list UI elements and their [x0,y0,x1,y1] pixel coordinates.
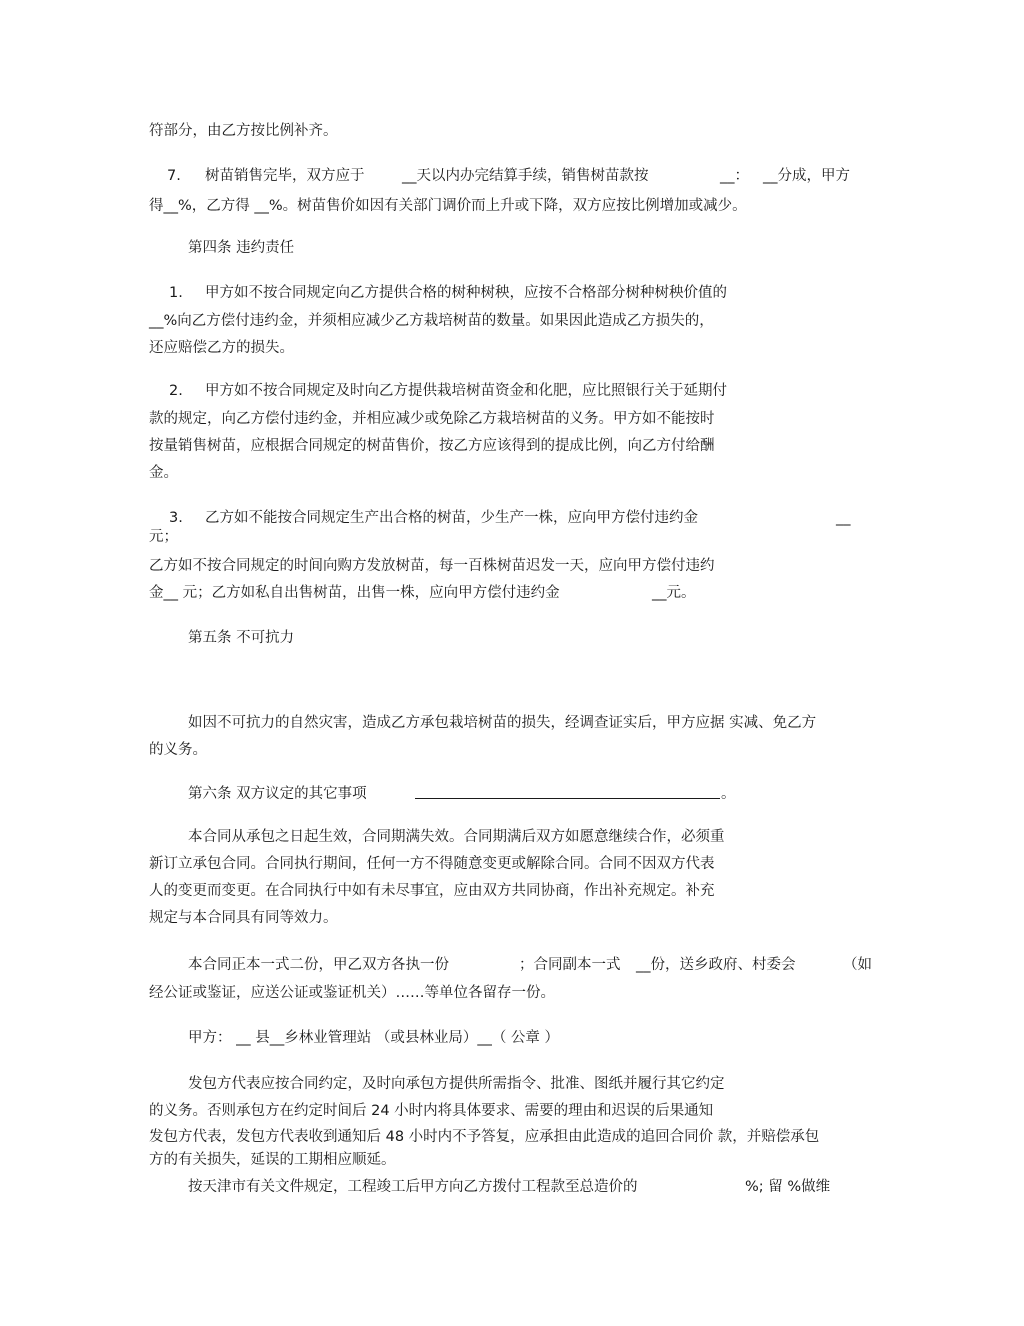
text-line: 得__%，乙方得 __%。树苗售价如因有关部门调价而上升或下降，双方应按比例增加或减少。 [149,198,747,214]
text-line: 的义务。 [149,742,207,758]
text-line: 发包方代表应按合同约定，及时向承包方提供所需指令、批准、图纸并履行其它约定 [188,1076,725,1092]
text-segment: ；合同副本一式 [519,957,621,973]
item-number: 7. [167,168,181,184]
item-number: 3. [169,510,183,526]
article-heading: 第五条 不可抗力 [188,630,295,646]
text-line: 金。 [149,465,178,481]
text-line: __%向乙方偿付违约金，并须相应减少乙方栽培树苗的数量。如果因此造成乙方损失的， [149,313,714,329]
item-number: 2. [169,383,183,399]
text-segment: 树苗销售完毕，双方应于 [205,168,365,184]
text-segment: __： [720,168,749,184]
text-line: 乙方如不按合同规定的时间向购方发放树苗，每一百株树苗迟发一天，应向甲方偿付违约 [149,558,715,574]
text-segment: __分成，甲方 [763,168,850,184]
text-line: 经公证或鉴证，应送公证或鉴证机关）……等单位各留存一份。 [149,985,555,1001]
text-segment: __天以内办完结算手续，销售树苗款按 [402,168,649,184]
text-line: 方的有关损失，延误的工期相应顺延。 [149,1152,396,1168]
signature-line: 甲方： __ 县__乡林业管理站 （或县林业局）__（ 公章 ） [188,1030,560,1046]
text-segment: 按天津市有关文件规定，工程竣工后甲方向乙方拨付工程款至总造价的 [188,1179,638,1195]
text-segment: 乙方如不能按合同规定生产出合格的树苗，少生产一株，应向甲方偿付违约金 [205,510,698,526]
text-line: 如因不可抗力的自然灾害，造成乙方承包栽培树苗的损失，经调查证实后，甲方应据 实减、免乙方 [188,715,817,731]
text-segment: 金__ 元；乙方如私自出售树苗，出售一株，应向甲方偿付违约金 [149,585,560,601]
text-line: 发包方代表，发包方代表收到通知后 48 小时内不予答复，应承担由此造成的追回合同价 款，并赔偿承包 [149,1129,820,1145]
text-line: 符部分，由乙方按比例补齐。 [149,123,338,139]
article-heading: 第六条 双方议定的其它事项 [188,786,367,802]
text-segment: __ [836,510,851,526]
text-line: 款的规定，向乙方偿付违约金，并相应减少或免除乙方栽培树苗的义务。甲方如不能按时 [149,411,715,427]
article-heading: 第四条 违约责任 [188,240,295,256]
text-segment: （如 [843,957,872,973]
text-line: 本合同从承包之日起生效，合同期满失效。合同期满后双方如愿意继续合作，必须重 [188,829,725,845]
text-segment: 。 [721,786,736,802]
fill-in-blank [415,784,720,805]
text-line: 按量销售树苗，应根据合同规定的树苗售价，按乙方应该得到的提成比例，向乙方付给酬 [149,438,715,454]
text-line: 的义务。否则承包方在约定时间后 24 小时内将具体要求、需要的理由和迟误的后果通知 [149,1103,714,1119]
text-segment: %; 留 %做维 [745,1179,831,1195]
text-line: 人的变更而变更。在合同执行中如有未尽事宜，应由双方共同协商，作出补充规定。补充 [149,883,715,899]
text-line: 还应赔偿乙方的损失。 [149,340,294,356]
text-segment: 本合同正本一式二份，甲乙双方各执一份 [188,957,449,973]
text-line: 新订立承包合同。合同执行期间，任何一方不得随意变更或解除合同。合同不因双方代表 [149,856,715,872]
text-segment: __份，送乡政府、村委会 [636,957,796,973]
text-segment: 甲方如不按合同规定向乙方提供合格的树种树秧，应按不合格部分树种树秧价值的 [205,285,727,301]
text-segment: 甲方如不按合同规定及时向乙方提供栽培树苗资金和化肥，应比照银行关于延期付 [205,383,727,399]
text-line: 规定与本合同具有同等效力。 [149,910,338,926]
text-segment: __元。 [652,585,696,601]
item-number: 1. [169,285,183,301]
text-line: 元； [149,529,178,545]
